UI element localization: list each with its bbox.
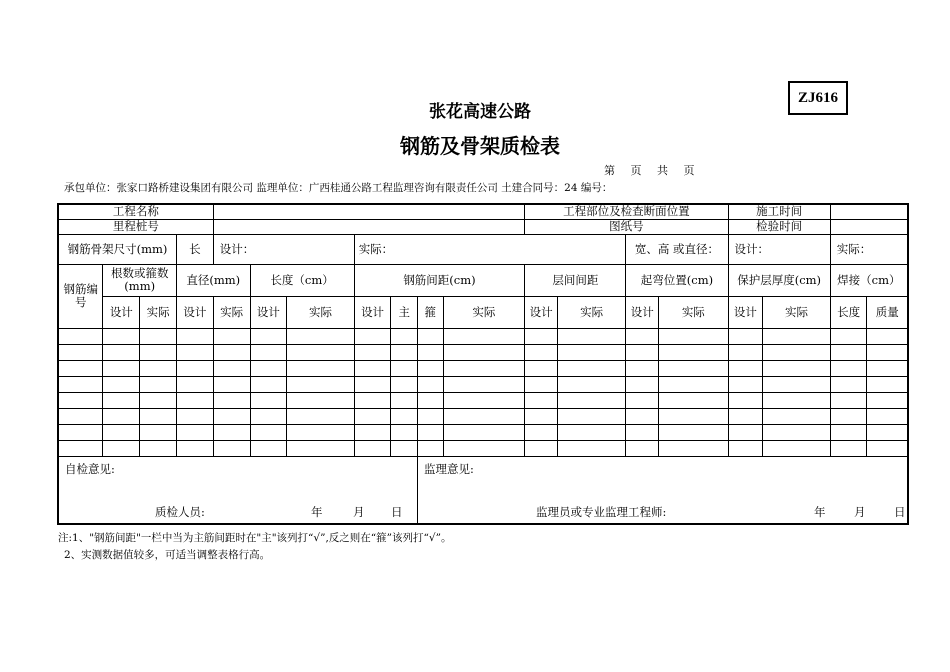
data-cell[interactable] [58,360,103,376]
form-code: ZJ616 [788,81,848,115]
self-check-cell[interactable] [58,456,418,524]
bar-no-header: 钢筋编号 [58,264,103,328]
length-label: 长 [176,234,213,264]
data-cell[interactable] [140,408,177,424]
data-cell[interactable] [557,376,625,392]
day-label: 日 [391,504,403,519]
data-cell[interactable] [418,440,444,456]
data-cell[interactable] [830,344,867,360]
data-cell[interactable] [525,424,558,440]
data-cell[interactable] [287,376,354,392]
data-cell[interactable] [525,360,558,376]
data-cell[interactable] [443,424,525,440]
cage-size-label: 钢筋骨架尺寸(mm) [58,234,176,264]
data-cell[interactable] [557,408,625,424]
data-cell[interactable] [830,408,867,424]
data-cell[interactable] [728,392,763,408]
table-row [58,392,908,408]
data-cell[interactable] [213,408,250,424]
table-row [58,424,908,440]
length-actual[interactable] [354,234,626,264]
data-cell[interactable] [176,376,213,392]
diameter-actual: 实际 [213,296,250,328]
data-cell[interactable] [659,440,728,456]
weld-quality: 质量 [867,296,908,328]
data-cell[interactable] [728,376,763,392]
data-cell[interactable] [867,360,908,376]
data-cell[interactable] [250,328,287,344]
project-title: 张花高速公路 [429,102,531,122]
supervisor-label: 监理员或专业监理工程师: [536,504,667,519]
data-cell[interactable] [867,344,908,360]
data-cell[interactable] [525,344,558,360]
data-cell[interactable] [557,392,625,408]
data-cell[interactable] [354,360,391,376]
data-cell[interactable] [250,344,287,360]
data-cell[interactable] [391,424,418,440]
data-cell[interactable] [58,376,103,392]
count-actual: 实际 [140,296,177,328]
table-row [58,408,908,424]
data-cell[interactable] [525,408,558,424]
data-cell[interactable] [391,360,418,376]
data-cell[interactable] [250,424,287,440]
form-title: 钢筋及骨架质检表 [400,134,560,158]
data-cell[interactable] [250,440,287,456]
data-cell[interactable] [140,440,177,456]
data-cell[interactable] [140,344,177,360]
data-cell[interactable] [626,424,659,440]
project-name-label: 工程名称 [58,204,213,219]
data-cell[interactable] [354,440,391,456]
data-cell[interactable] [659,424,728,440]
data-cell[interactable] [140,360,177,376]
drawing-no-label: 图纸号 [525,219,728,234]
data-cell[interactable] [250,408,287,424]
data-cell[interactable] [418,328,444,344]
note-1: 注:1、"钢筋间距"一栏中当为主筋间距时在"主"该列打“√”,反之则在“箍”该列打“√”。 [58,532,452,544]
inspection-time-value[interactable] [830,219,908,234]
data-cell[interactable] [176,392,213,408]
inspection-time-label: 检验时间 [728,219,830,234]
layer-design: 设计 [525,296,558,328]
self-check-label: 自检意见: [65,461,115,476]
layer-spacing-header: 层间间距 [525,264,626,296]
data-cell[interactable] [103,360,140,376]
data-cell[interactable] [830,376,867,392]
notes [58,530,451,564]
data-cell[interactable] [626,344,659,360]
data-cell[interactable] [287,408,354,424]
data-cell[interactable] [391,440,418,456]
data-cell[interactable] [418,376,444,392]
data-cell[interactable] [103,376,140,392]
welding-header: 焊接（cm） [830,264,908,296]
data-cell[interactable] [140,424,177,440]
spacing-design: 设计 [354,296,391,328]
data-cell[interactable] [443,440,525,456]
construction-time-label: 施工时间 [728,204,830,219]
cover-header: 保护层厚度(cm) [728,264,830,296]
data-cell[interactable] [626,440,659,456]
data-cell[interactable] [763,376,830,392]
table-row [58,360,908,376]
spacing-main: 主 [391,296,418,328]
data-cell[interactable] [213,360,250,376]
data-cell[interactable] [626,408,659,424]
data-cell[interactable] [418,408,444,424]
data-cell[interactable] [867,328,908,344]
data-cell[interactable] [763,392,830,408]
design-label: 设计： [219,241,255,256]
spacing-header: 钢筋间距(cm) [354,264,525,296]
data-cell[interactable] [659,376,728,392]
data-cell[interactable] [354,392,391,408]
data-cell[interactable] [287,360,354,376]
data-cell[interactable] [830,360,867,376]
data-cell[interactable] [287,328,354,344]
data-cell[interactable] [728,408,763,424]
data-cell[interactable] [354,408,391,424]
table-row [58,328,908,344]
bend-actual: 实际 [659,296,728,328]
data-cell[interactable] [443,344,525,360]
data-cell[interactable] [287,440,354,456]
data-cell[interactable] [728,328,763,344]
data-cell[interactable] [103,424,140,440]
header-row-1 [58,204,908,219]
data-cell[interactable] [287,424,354,440]
width-design[interactable]: 设计： [728,234,830,264]
data-cell[interactable] [763,408,830,424]
contract-info: 承包单位：张家口路桥建设集团有限公司 监理单位：广西桂通公路工程监理咨询有限责任公司 土建合同号：24 编号： [64,182,613,194]
data-cell[interactable] [525,392,558,408]
data-cell[interactable] [176,328,213,344]
data-cell[interactable] [213,424,250,440]
cover-design: 设计 [728,296,763,328]
year-label-2: 年 [814,504,826,519]
data-cell[interactable] [525,376,558,392]
data-cell[interactable] [391,408,418,424]
project-name-value[interactable] [213,204,525,219]
construction-time-value[interactable] [830,204,908,219]
header-row-2 [58,219,908,234]
data-cell[interactable] [763,328,830,344]
count-header: 根数或箍数(mm) [103,264,177,296]
data-cell[interactable] [103,344,140,360]
data-cell[interactable] [557,424,625,440]
data-cell[interactable] [830,440,867,456]
data-cell[interactable] [659,344,728,360]
data-cell[interactable] [763,360,830,376]
spacing-stirrup: 箍 [418,296,444,328]
page-info: 第 页 共 页 [604,164,701,177]
data-cell[interactable] [176,440,213,456]
data-cell[interactable] [867,440,908,456]
note-2: 2、实测数据值较多，可适当调整表格行高。 [64,549,271,561]
data-cell[interactable] [763,440,830,456]
data-cell[interactable] [176,360,213,376]
data-cell[interactable] [140,328,177,344]
data-cell[interactable] [443,376,525,392]
data-cell[interactable] [213,328,250,344]
data-cell[interactable] [213,392,250,408]
data-cell[interactable] [103,408,140,424]
actual-label: 实际： [358,241,394,256]
data-cell[interactable] [557,360,625,376]
data-cell[interactable] [140,376,177,392]
data-cell[interactable] [391,392,418,408]
data-cell[interactable] [391,344,418,360]
data-cell[interactable] [354,424,391,440]
data-cell[interactable] [287,392,354,408]
data-cell[interactable] [659,360,728,376]
inspector-label: 质检人员: [155,504,205,519]
bar-length-header: 长度（cm） [250,264,354,296]
data-cell[interactable] [103,328,140,344]
data-cell[interactable] [525,440,558,456]
layer-actual: 实际 [557,296,625,328]
data-cell[interactable] [354,344,391,360]
data-cell[interactable] [140,392,177,408]
data-cell[interactable] [418,424,444,440]
data-cell[interactable] [763,424,830,440]
data-cell[interactable] [626,328,659,344]
data-cell[interactable] [287,344,354,360]
count-design: 设计 [103,296,140,328]
data-cell[interactable] [867,392,908,408]
diameter-design: 设计 [176,296,213,328]
bend-design: 设计 [626,296,659,328]
data-cell[interactable] [58,440,103,456]
data-cell[interactable] [728,360,763,376]
month-label-2: 月 [854,504,866,519]
data-cell[interactable] [58,392,103,408]
data-cell[interactable] [867,424,908,440]
data-cell[interactable] [443,408,525,424]
data-cell[interactable] [176,424,213,440]
data-cell[interactable] [213,440,250,456]
data-cell[interactable] [58,424,103,440]
month-label: 月 [353,504,365,519]
data-cell[interactable] [728,344,763,360]
mileage-label: 里程桩号 [58,219,213,234]
data-cell[interactable] [58,328,103,344]
data-cell[interactable] [58,344,103,360]
width-actual[interactable]: 实际： [830,234,908,264]
data-cell[interactable] [354,328,391,344]
data-cell[interactable] [176,344,213,360]
data-cell[interactable] [354,376,391,392]
data-cell[interactable] [103,392,140,408]
data-cell[interactable] [391,376,418,392]
data-cell[interactable] [728,440,763,456]
data-cell[interactable] [728,424,763,440]
length-design[interactable] [213,234,354,264]
header-row-5 [58,296,908,328]
data-cell[interactable] [626,392,659,408]
data-cell[interactable] [626,360,659,376]
data-cell[interactable] [250,360,287,376]
data-cell[interactable] [557,344,625,360]
diameter-header: 直径(mm) [176,264,250,296]
mileage-value[interactable] [213,219,525,234]
header-row-3 [58,234,908,264]
data-cell[interactable] [58,408,103,424]
data-cell[interactable] [391,328,418,344]
data-cell[interactable] [830,328,867,344]
signature-row [58,456,908,524]
day-label-2: 日 [894,504,906,519]
length-actual-header: 实际 [287,296,354,328]
data-cell[interactable] [830,392,867,408]
data-cell[interactable] [659,408,728,424]
data-cell[interactable] [659,392,728,408]
table-row [58,376,908,392]
data-cell[interactable] [176,408,213,424]
width-height-label: 宽、高 或直径： [626,234,728,264]
data-cell[interactable] [418,392,444,408]
data-cell[interactable] [250,392,287,408]
data-cell[interactable] [418,360,444,376]
data-cell[interactable] [763,344,830,360]
header-row-4 [58,264,908,296]
data-cell[interactable] [626,376,659,392]
weld-length: 长度 [830,296,867,328]
table-row [58,344,908,360]
data-cell[interactable] [867,408,908,424]
spacing-actual: 实际 [443,296,525,328]
data-cell[interactable] [443,328,525,344]
year-label: 年 [311,504,323,519]
data-cell[interactable] [213,344,250,360]
data-cell[interactable] [830,424,867,440]
data-cell[interactable] [250,376,287,392]
data-cell[interactable] [213,376,250,392]
supervision-label: 监理意见: [424,461,474,476]
bend-position-header: 起弯位置(cm) [626,264,728,296]
inspection-table [57,203,909,525]
data-cell[interactable] [557,440,625,456]
location-label: 工程部位及检查断面位置 [525,204,728,219]
cover-actual: 实际 [763,296,830,328]
data-cell[interactable] [418,344,444,360]
data-cell[interactable] [443,360,525,376]
data-cell[interactable] [525,328,558,344]
length-design-header: 设计 [250,296,287,328]
supervision-cell[interactable] [418,456,909,524]
data-cell[interactable] [867,376,908,392]
data-cell[interactable] [557,328,625,344]
data-cell[interactable] [443,392,525,408]
table-row [58,440,908,456]
data-cell[interactable] [103,440,140,456]
data-cell[interactable] [659,328,728,344]
data-rows [58,328,908,456]
